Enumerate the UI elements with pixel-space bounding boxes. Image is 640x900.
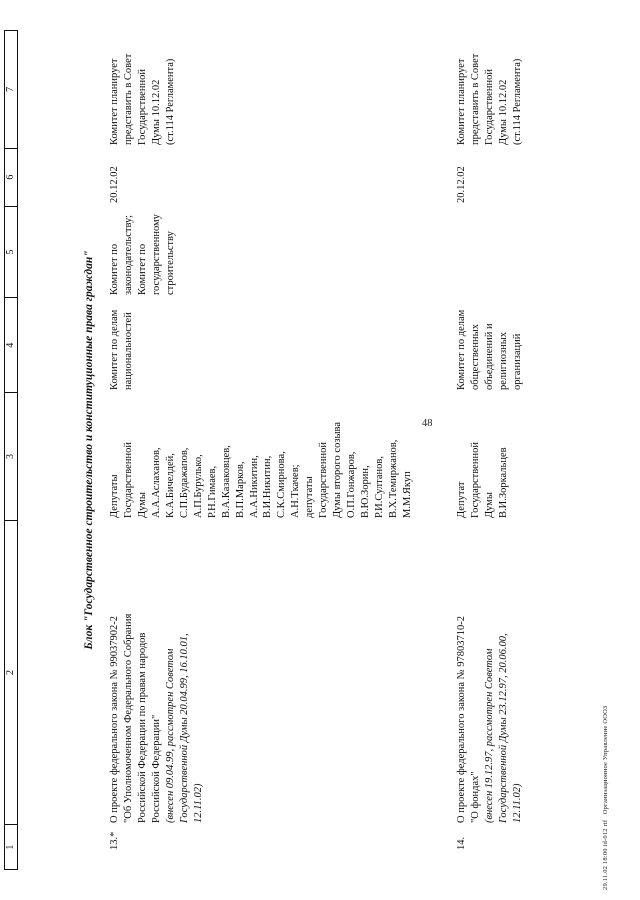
responsible-committee: Комитет по делам общественных объединений и религиозных организаций [456,309,523,390]
column-header-7: 7 [5,86,17,92]
footer-left: 29.11.02 18:00 id-012 rtf [602,819,609,890]
row-number: 13.* [109,831,120,850]
bill-title: О проекте федерального закона № 97803710-2 "О фондах" (внесен 19.12.97, рассмотрен Советом Государственной Думы 23.12.97, 20.06.00, 12.11.02) [456,615,523,823]
block-title: Блок "Государственное строительство и конституционные права граждан" [83,250,95,650]
note: Комитет планирует представить в Совет Государственной Думы 10.12.02 (ст.114 Регламента) [109,53,176,145]
due-date: 20.12.02 [109,166,120,203]
bill-authors: Депутаты Государственной Думы А.А.Аслаханов, К.А.Бичелдей, С.П.Будажапов, А.П.Бурулько, Р.Н.Гимаев, В.А.Казаковцев, В.П.Марков, А.А.Никитин, В.И.Никитин, С.К.Смирнова, А.Н.Ткачев; депутаты Государственной Думы второго созыва О.П.Гонжаров, В.Ю.Зорин, Р.И.Султанов, В.Х.Темиржанов, М.М.Якуп [109,421,414,518]
column-header-4: 4 [5,297,17,392]
column-header-5: 5 [5,206,17,298]
column-header-2: 2 [5,520,17,824]
column-header-row [4,30,18,870]
due-date: 20.12.02 [456,166,467,203]
bill-title: О проекте федерального закона № 99037902-2 "Об Уполномоченном Федерального Собрания Российской Федерации по правам народов Российской Федерации" (внесен 09.04.99, рассмотрен Советом Государственной Думы 20.04.99, 16.10.01, 12.11.02) [109,613,204,823]
bill-authors: Депутат Государственной Думы В.И.Зоркальцев [456,442,509,518]
page-number: 48 [422,418,433,429]
co-committees: Комитет по законодательству; Комитет по государственному строительству [109,214,176,295]
responsible-committee: Комитет по делам национальностей [109,309,134,390]
note: Комитет планирует представить в Совет Государственной Думы 10.12.02 (ст.114 Регламента) [456,53,523,145]
column-header-1: 1 [5,824,17,869]
footer [602,706,611,890]
footer-right: Организационное Управление ООО3 [602,705,609,815]
column-header-6: 6 [5,148,17,206]
column-header-3: 3 [5,392,17,520]
row-number: 14. [456,836,467,850]
